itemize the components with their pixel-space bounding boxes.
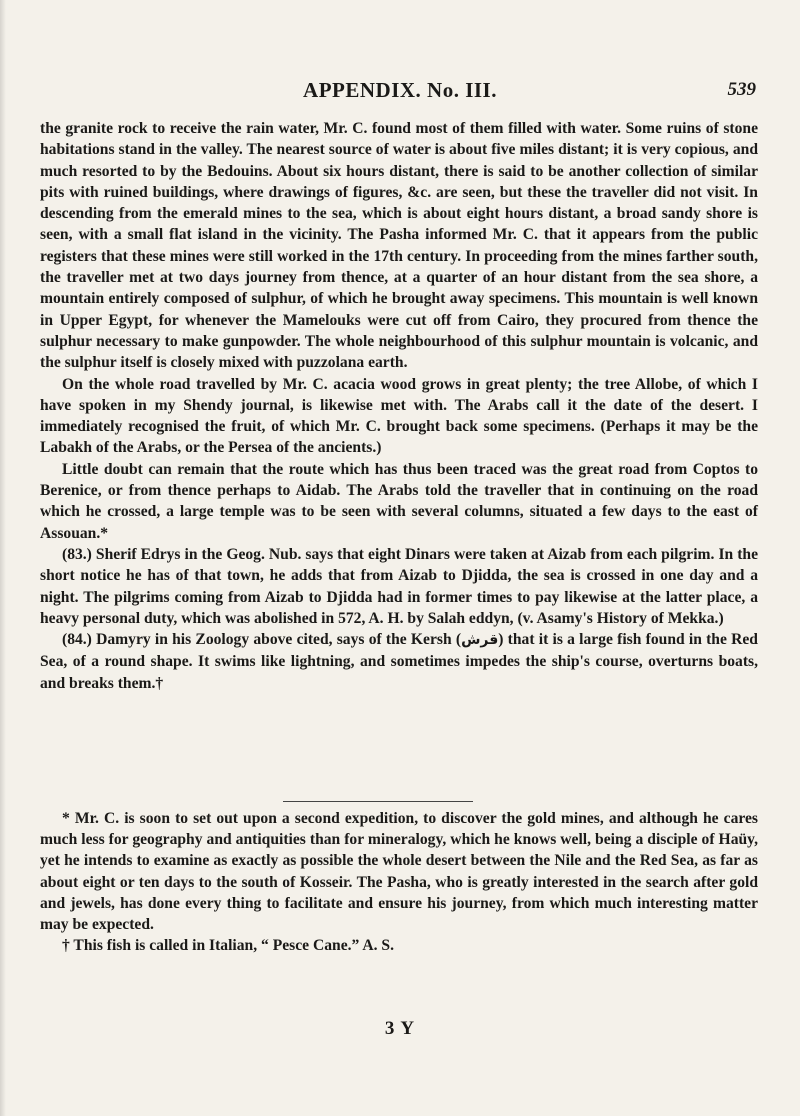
paragraph-84 xyxy=(40,629,758,694)
paragraph-83: (83.) Sherif Edrys in the Geog. Nub. says that eight Dinars were taken at Aizab from each pilgrim. In the short notice he has of that town, he adds that from Aizab to Djidda, the sea is crossed in one day and a night. The pilgrims coming from Aizab to Djidda had in former times to pay likewise at the latter place, a heavy personal duty, which was abolished in 572, A. H. by Salah eddyn, (v. Asamy's History of Mekka.) xyxy=(40,545,758,627)
paragraph-continuation: the granite rock to receive the rain water, Mr. C. found most of them filled with water. Some ruins of stone habitations stand in the valley. The nearest source of water is about five miles distant; it is very copious, and much resorted to by the Bedouins. About six hours distant, there is said to be another collection of similar pits with ruined buildings, where drawings of figures, &c. are seen, but these the traveller did not visit. In descending from the emerald mines to the sea, which is about eight hours distant, a broad sandy shore is seen, with a small flat island in the vicinity. The Pasha informed Mr. C. that it appears from the public registers that these mines were still worked in the 17th century. In proceeding from the mines farther south, the traveller met at two days journey from thence, at a quarter of an hour distant from the sea shore, a mountain entirely composed of sulphur, of which he brought away specimens. This mountain is well known in Upper Egypt, for whenever the Mamelouks were cut off from Cairo, they procured from thence the sulphur necessary to make gunpowder. The whole neighbourhood of this sulphur mountain is volcanic, and the sulphur itself is closely mixed with puzzolana earth. xyxy=(40,120,758,372)
footnote-divider xyxy=(283,801,473,802)
paragraph-84-start: (84.) Damyry in his Zoology above cited, says of the Kersh ( xyxy=(62,631,462,649)
paragraph-84-end: ) that it is a large fish found in the Red Sea, of a round shape. It swims like lightning, and sometimes impedes the ship's course, overturns boats, and breaks them.† xyxy=(40,631,758,692)
running-head: APPENDIX. No. III. xyxy=(303,78,497,102)
page-header xyxy=(0,78,800,112)
paragraph-route: Little doubt can remain that the route which has thus been traced was the great road from Coptos to Berenice, or from thence perhaps to Aidab. The Arabs told the traveller that in continuing on the road which he crossed, a large temple was to be seen with several columns, situated a few days to the east of Assouan.* xyxy=(40,460,758,542)
page-edge-shadow xyxy=(0,0,6,1116)
footnote-dagger: † This fish is called in Italian, “ Pesce Cane.” A. S. xyxy=(62,937,394,955)
signature-mark: 3 Y xyxy=(384,1018,416,1039)
footnote-asterisk: * Mr. C. is soon to set out upon a second expedition, to discover the gold mines, and although he cares much less for geography and antiquities than for mineralogy, which he knows well, being a disciple of Haüy, yet he intends to examine as exactly as possible the whole desert between the Nile and the Red Sea, as far as about eight or ten days to the south of Kosseir. The Pasha, who is greatly interested in the search after gold and jewels, has done every thing to facilitate and ensure his journey, from which much interesting matter may be expected. xyxy=(40,810,758,934)
paragraph-acacia: On the whole road travelled by Mr. C. acacia wood grows in great plenty; the tree Allobe, of which I have spoken in my Shendy journal, is likewise met with. The Arabs call it the date of the desert. I immediately recognised the fruit, of which Mr. C. brought back some specimens. (Perhaps it may be the Labakh of the Arabs, or the Persea of the ancients.) xyxy=(40,375,758,457)
footnotes xyxy=(40,808,758,956)
main-text xyxy=(40,118,758,694)
arabic-word-kersh: قرش xyxy=(461,632,499,649)
page-number: 539 xyxy=(727,79,756,100)
